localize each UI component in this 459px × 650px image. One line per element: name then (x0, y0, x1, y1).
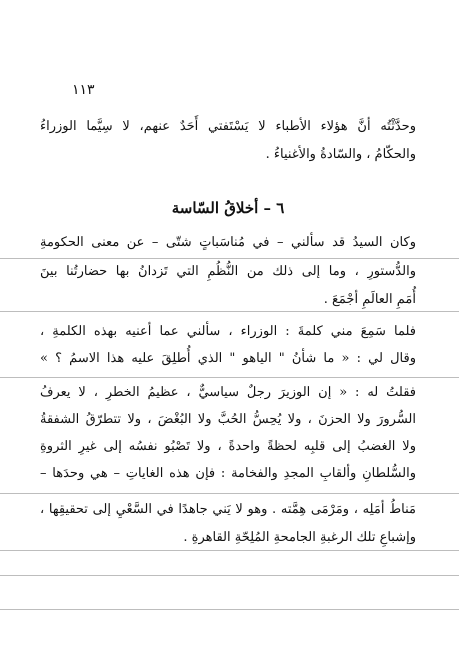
paragraph-2-line-1: وكان السيدُ قد سألني – في مُناسَباتٍ شتّى – عن معنى الحكومةِ (40, 235, 416, 250)
paragraph-2-line-2: والدُّستورِ ، وما إلى ذلك من النُّظُمِ التي تَزدانُ بها حضارتُنا بينَ (40, 264, 416, 279)
paragraph-4-line-1: فقلتُ له : « إن الوزيرَ رجلٌ سياسيٌّ ، عظيمُ الخطرِ ، لا يعرفُ (40, 385, 416, 400)
page-number: ١١٣ (72, 82, 95, 98)
ruled-line (0, 258, 459, 259)
paragraph-3-line-1: فلما سَمِعَ مني كلمةَ : الوزراء ، سألني عما أعنيه بهذه الكلمةِ ، (40, 324, 416, 339)
paragraph-3-line-2: وقال لي : « ما شأنُ " الياهو " الذي أُطلِقَ عليه هذا الاسمُ ؟ » (40, 351, 416, 366)
ruled-line (0, 377, 459, 378)
ruled-line (0, 311, 459, 312)
section-heading: ٦ – أخلاقُ السّاسة (171, 199, 285, 217)
paragraph-4-line-5: مَناطُ أمَلِه ، ومَرْمَى هِمَّته . وهو لا يَني جاهدًا في السَّعْيِ إلى تحقيقِها ، (40, 502, 416, 517)
ruled-line (0, 575, 459, 576)
ruled-line (0, 493, 459, 494)
paragraph-4-line-4: والسُّلطانِ وألقابِ المجدِ والفخامة : فإن هذه الغاياتِ – هي وحدَها – (40, 466, 416, 481)
paragraph-2-line-3: أُمَمِ العالَمِ أجْمَعَ . (323, 292, 416, 307)
paragraph-4-line-2: السُّرورَ ولا الحزنَ ، ولا يُحِسُّ الحُبَّ ولا البُغْضَ ، ولا تتطرّقُ الشفقةُ (40, 412, 416, 427)
paragraph-4-line-3: ولا الغضبُ إلى قلبِه لحظةً واحدةً ، ولا تَصْبُو نفسُه إلى غيرِ الثروةِ (40, 439, 416, 454)
paragraph-1-line-2: والحكّامُ ، والسّادةُ والأغنياءُ . (265, 147, 416, 162)
ruled-line (0, 609, 459, 610)
ruled-line (0, 550, 459, 551)
paragraph-1-line-1: وحدَّثْتُه أنَّ هؤلاء الأطباء لا يَسْتَفتي أَحَدٌ عنهم، لا سِيَّما الوزراءُ (40, 119, 416, 134)
paragraph-4-line-6: وإشباعِ تلك الرغبةِ الجامحةِ المُلِحّةِ القاهرةِ . (183, 530, 416, 545)
